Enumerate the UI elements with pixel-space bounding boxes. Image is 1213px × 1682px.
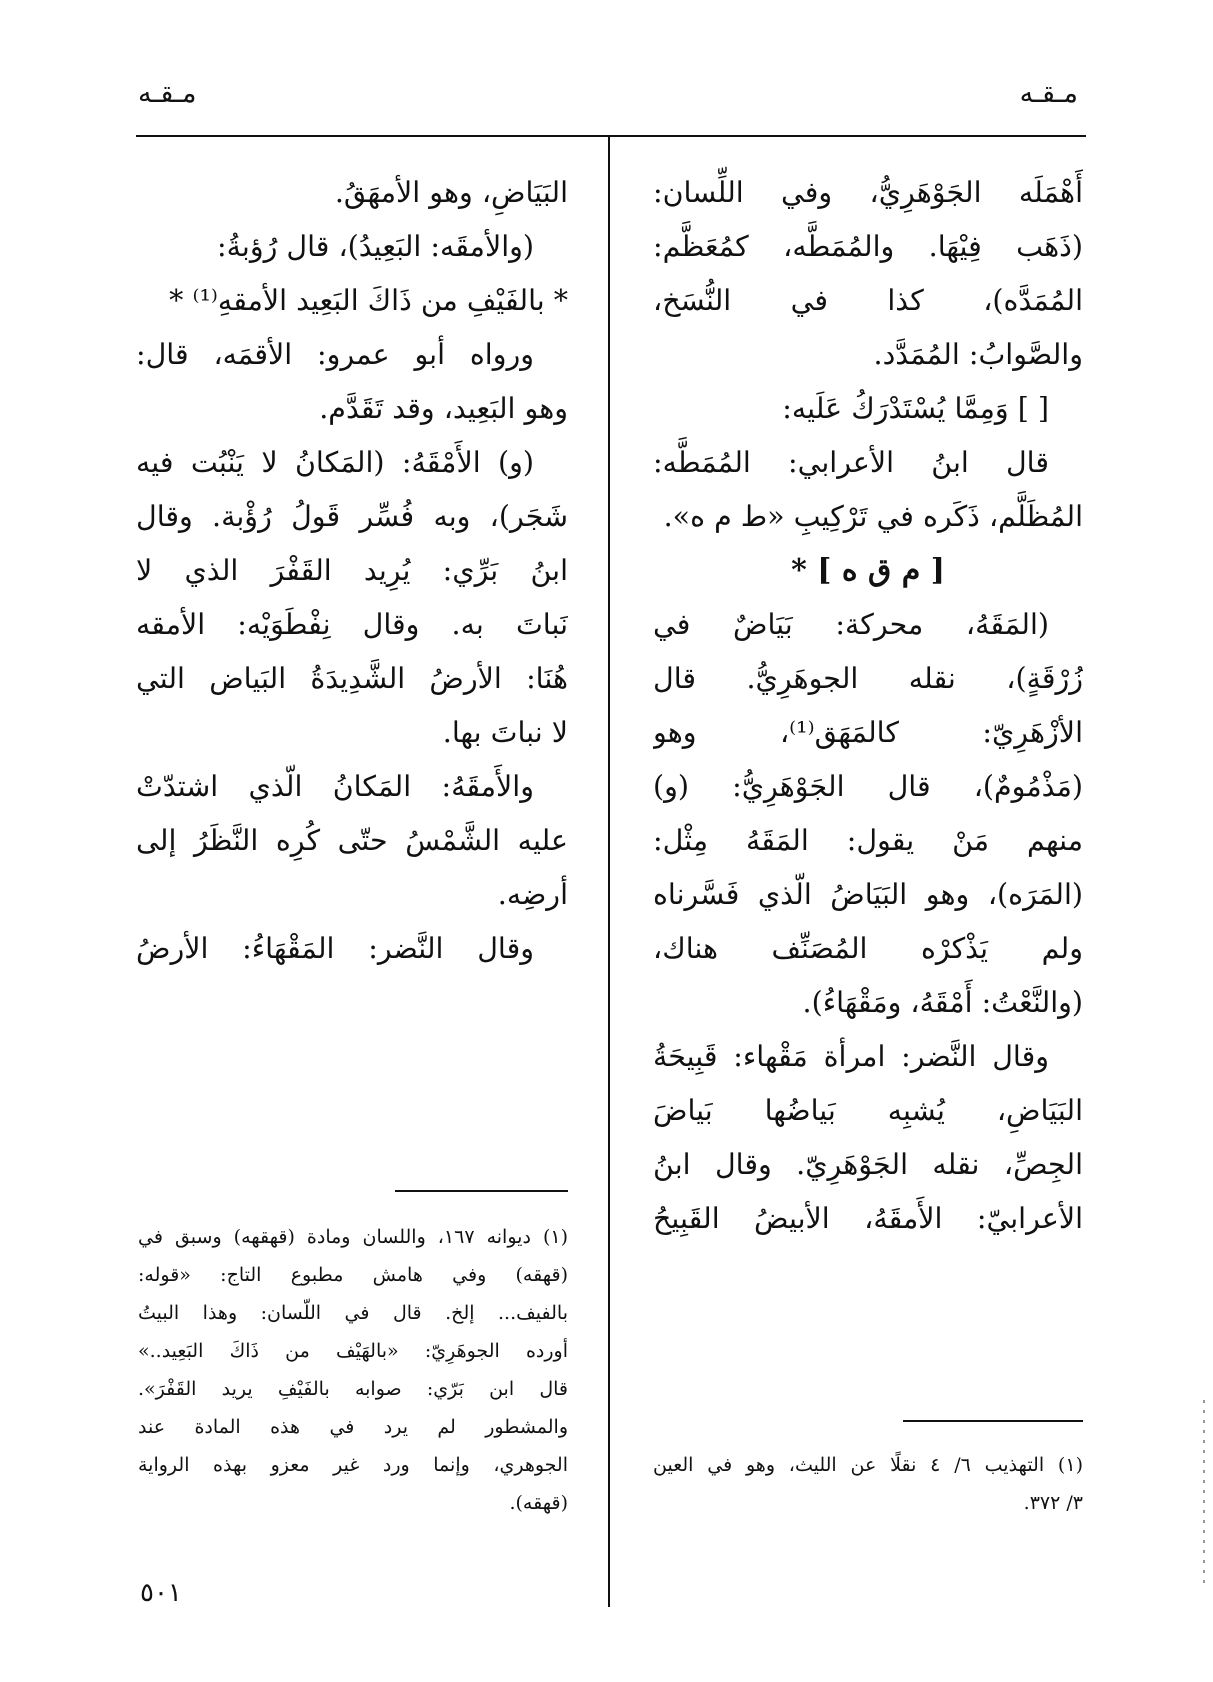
footnote-line: الجوهري، وإنما ورد غير معزو بهذه الرواية — [138, 1454, 568, 1476]
text-line: المُظَلَّم، ذَكَره في تَرْكِيبِ «ط م ه». — [663, 500, 1083, 533]
text-line: عليه الشَّمْسُ حتّى كُرِه النَّظَرُ إلى — [136, 824, 568, 857]
footnote-line: (١) التهذيب ٦/ ٤ نقلًا عن الليث، وهو في العين — [653, 1454, 1083, 1476]
footnote-rule-left — [395, 1190, 568, 1192]
text-line: ابنُ بَرِّي: يُرِيد القَفْرَ الذي لا — [136, 554, 568, 587]
text-line: زُرْقَةٍ)، نقله الجوهَرِيُّ. قال — [653, 662, 1083, 695]
verse-line: * بالفَيْفِ من ذَاكَ البَعِيد الأمقهِ⁽¹⁾ * — [169, 284, 568, 317]
text-line: (المَرَه)، وهو البَيَاضُ الّذي فَسَّرناه — [653, 878, 1083, 911]
text-line: وهو البَعِيد، وقد تَقَدَّم. — [319, 392, 568, 425]
text-line: والصَّوابُ: المُمَدَّد. — [873, 338, 1083, 371]
footnote-line: ٣/ ٣٧٢. — [1023, 1492, 1083, 1514]
text-line: الأعرابيّ: الأَمقَهُ، الأبيضُ القَبِيحُ — [653, 1202, 1083, 1235]
text-line: لا نباتَ بها. — [442, 716, 568, 749]
text-line: منهم مَنْ يقول: المَقَهُ مِثْل: — [653, 824, 1083, 857]
footnote-line: قال ابن بَرّي: صوابه بالفَيْفِ يريد القَفْرَ». — [138, 1378, 568, 1400]
scan-edge-marks — [1203, 1400, 1205, 1590]
text-line: الأزْهَرِيّ: كالمَهَق⁽¹⁾، وهو — [653, 716, 1083, 749]
text-line: (والأمقَه: البَعِيدُ)، قال رُؤبةُ: — [217, 230, 534, 263]
column-divider — [608, 137, 610, 1607]
text-line: أرضِه. — [497, 878, 568, 911]
text-line: (مَذْمُومٌ)، قال الجَوْهَرِيُّ: (و) — [653, 770, 1083, 803]
text-line: البَيَاضِ، يُشبِه بَياضُها بَياضَ — [653, 1094, 1083, 1127]
text-line: هُنَا: الأرضُ الشَّدِيدَةُ البَياض التي — [136, 662, 568, 695]
text-line: (و) الأَمْقَهُ: (المَكانُ لا يَنْبُت فيه — [136, 446, 534, 479]
text-line: (ذَهَب فِيْهَا. والمُمَطَّه، كمُعَظَّم: — [653, 230, 1083, 263]
page-number: ٥٠١ — [140, 1578, 182, 1608]
text-line: وقال النَّضر: امرأة مَقْهاء: قَبِيحَةُ — [653, 1040, 1049, 1073]
entry-heading: [ م ق ه ] * — [791, 553, 945, 588]
running-header-left: مـقـه — [138, 78, 197, 109]
text-line: المُمَدَّه)، كذا في النُّسَخ، — [653, 284, 1083, 317]
footnote-right — [653, 1446, 1083, 1522]
footnote-line: أورده الجوهَرِيّ: «بالهَيْف من ذَاكَ البَعِيد..» — [138, 1340, 568, 1362]
text-line: قال ابنُ الأعرابي: المُمَطَّه: — [653, 446, 1049, 479]
footnote-line: والمشطور لم يرد في هذه المادة عند — [138, 1416, 568, 1438]
footnote-left — [138, 1218, 568, 1522]
footnote-rule-right — [903, 1420, 1083, 1422]
footnote-line: (قهقه). — [509, 1492, 568, 1514]
footnote-line: (قهقه) وفي هامش مطبوع التاج: «قوله: — [138, 1264, 568, 1286]
text-line: [ ] وَمِمَّا يُسْتَدْرَكُ عَلَيه: — [782, 392, 1049, 425]
text-line: ولم يَذْكرْه المُصَنِّف هناك، — [653, 932, 1083, 965]
left-column — [136, 166, 568, 976]
right-column — [653, 166, 1083, 1246]
text-line: (المَقَهُ، محركة: بَيَاضٌ في — [653, 608, 1049, 641]
footnote-line: (١) ديوانه ١٦٧، واللسان ومادة (قهقهه) وسبق في — [138, 1226, 568, 1248]
running-header-right: مـقـه — [1019, 78, 1078, 109]
text-line: وقال النَّضر: المَقْهَاءُ: الأرضُ — [136, 932, 534, 965]
text-line: والأَمقَهُ: المَكانُ الّذي اشتدّتْ — [136, 770, 534, 803]
text-line: نَباتَ به. وقال نِفْطَوَيْه: الأمقه — [136, 608, 568, 641]
text-line: (والنَّعْتُ: أَمْقَهُ، ومَقْهَاءُ). — [802, 986, 1083, 1019]
text-line: الجِصِّ، نقله الجَوْهَرِيّ. وقال ابنُ — [653, 1148, 1083, 1181]
text-line: شَجَر)، وبه فُسِّر قَولُ رُؤْبة. وقال — [136, 500, 568, 533]
text-line: ورواه أبو عمرو: الأقمَه، قال: — [136, 338, 534, 371]
header-rule — [136, 135, 1086, 137]
text-line: أَهْمَلَه الجَوْهَرِيُّ، وفي اللِّسان: — [653, 176, 1083, 209]
footnote-line: بالفيف... إلخ. قال في اللّسان: وهذا البيتُ — [138, 1302, 568, 1324]
text-line: البَيَاضِ، وهو الأمهَقُ. — [334, 176, 568, 209]
